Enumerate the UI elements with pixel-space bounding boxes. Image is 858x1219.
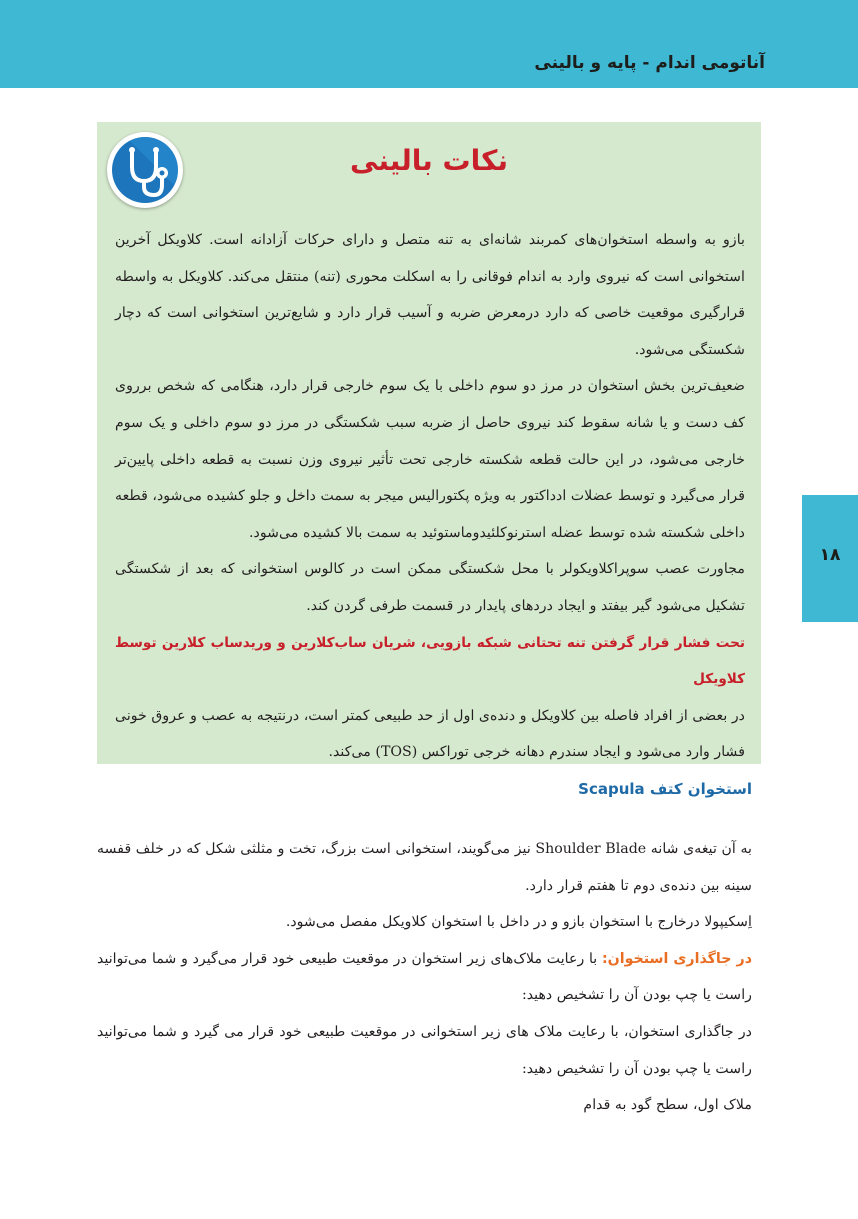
orientation-label: در جاگذاری استخوان: [601,950,752,967]
clinical-paragraph: مجاورت عصب سوپراکلاویکولر با محل شکستگی ممکن است در کالوس استخوانی که بعد از شکستگی تشکیل می‌شود گیر بیفتد و ایجاد دردهای پایدار در قسمت طرفی گردن کند. [115,561,745,614]
body-paragraph [97,941,752,1014]
main-body-text [97,831,752,1124]
clinical-paragraph: در بعضی از افراد فاصله بین کلاویکل و دنده‌ی اول از حد طبیعی کمتر است، درنتیجه به عصب و عروق خونی فشار وارد می‌شود و ایجاد سندرم دهانه خرجی توراکس (TOS) می‌کند. [115,707,745,761]
clinical-paragraph: ضعیف‌ترین بخش استخوان در مرز دو سوم داخلی با یک سوم خارجی قرار دارد، هنگامی که شخص برروی کف دست و یا شانه سقوط کند نیروی حاصل از ضربه سبب شکستگی در مرز دو سوم داخلی و یک سوم خارجی می‌شود، در این حالت قطعه شکسته خارجی تحت تأثیر نیروی وزن نسبت به قطعه داخلی پایین‌تر قرار می‌گیرد و توسط عضلات ادداکتور به ویژه پکتورالیس میجر به سمت داخل و جلو کشیده می‌شود، قطعه داخلی شکسته شده توسط عضله استرنوکلئیدوماستوئید به سمت بالا کشیده می‌شود. [115,378,745,541]
body-paragraph: در جاگذاری استخوان، با رعایت ملاک های زیر استخوانی در موقعیت طبیعی خود قرار می گیرد و شما می‌توانید راست یا چپ بودن آن را تشخیص دهید: [97,1023,752,1077]
section-heading: استخوان کتف Scapula [578,780,752,798]
body-paragraph: اِسکیپولا درخارج با استخوان بازو و در داخل با استخوان کلاویکل مفصل می‌شود. [285,914,752,931]
page-tab [802,495,858,622]
clinical-notes-body [115,222,745,771]
criterion-item: ملاک اول، سطح گود به قدام [583,1097,752,1114]
running-title: آناتومی اندام - پایه و بالینی [534,53,765,73]
orientation-text: با رعایت ملاک‌های زیر استخوان در موقعیت طبیعی خود قرار می‌گیرد و شما می‌توانید راست یا چپ بودن آن را تشخیص دهید: [97,950,752,1004]
body-paragraph: به آن تیغه‌ی شانه Shoulder Blade نیز می‌گویند، استخوانی است بزرگ، تخت و مثلثی شکل که در خلف قفسه سینه بین دنده‌ی دوم تا هفتم قرار دارد. [97,841,752,894]
clinical-subheading: تحت فشار قرار گرفتن تنه تحتانی شبکه بازویی، شریان ساب‌کلارین و وریدساب کلارین توسط کلاویکل [115,634,745,688]
page-number: ۱۸ [819,545,841,565]
clinical-notes-box [97,122,761,764]
clinical-notes-title: نکات بالینی [350,144,508,177]
page-header [0,0,858,88]
clinical-paragraph: بازو به واسطه استخوان‌های کمربند شانه‌ای به تنه متصل و دارای حرکات آزادانه است. کلاویکل آخرین استخوانی است که نیروی وارد به اندام فوقانی را به اسکلت محوری (تنه) منتقل می‌کند. کلاویکل به واسطه قرارگیری موقعیت خاصی که دارد درمعرض ضربه و آسیب قرار دارد و شایع‌ترین استخوانی است که دچار شکستگی می‌شود. [115,232,745,358]
